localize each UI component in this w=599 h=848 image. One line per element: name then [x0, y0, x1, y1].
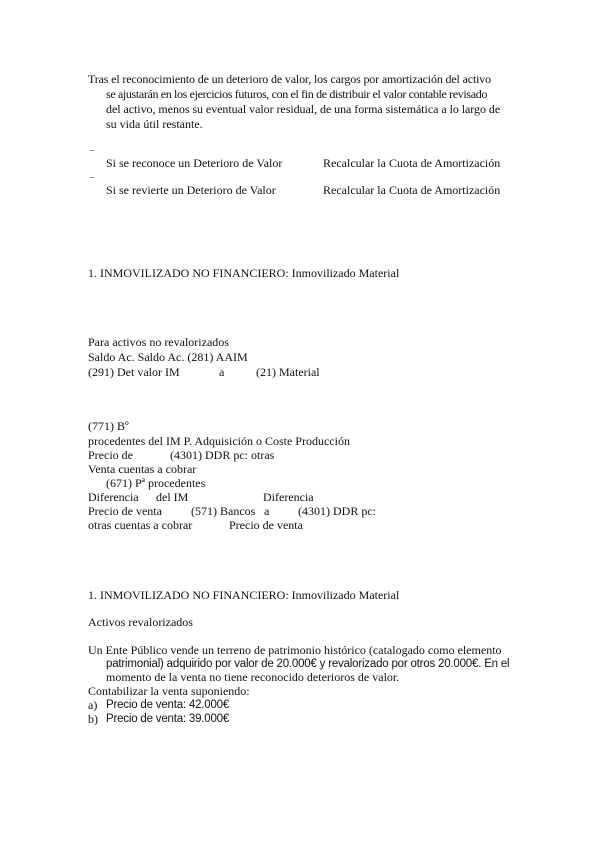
bullet-2-left: Si se revierte un Deterioro de Valor	[106, 183, 276, 197]
no-reval-title: Para activos no revalorizados	[88, 335, 229, 349]
section-2-heading: 1. INMOVILIZADO NO FINANCIERO: Inmovilizado Material	[88, 588, 400, 602]
exercise-line-3: momento de la venta no tiene reconocido deterioros de valor.	[106, 670, 400, 684]
venta-row-6c: Diferencia	[263, 490, 314, 504]
exercise-line-1: Un Ente Público vende un terreno de patrimonio histórico (catalogado como elemento	[88, 643, 502, 657]
no-reval-row-2c: (21) Material	[256, 365, 320, 379]
venta-row-5: (671) Pª procedentes	[106, 476, 206, 490]
bullet-2-right: Recalcular la Cuota de Amortización	[323, 183, 501, 197]
intro-line-3: del activo, menos su eventual valor residual, de una forma sistemática a lo largo de	[106, 102, 501, 116]
bullet-1-right: Recalcular la Cuota de Amortización	[323, 156, 501, 170]
venta-row-2: procedentes del IM P. Adquisición o Coste Producción	[88, 434, 350, 448]
venta-row-8b: Precio de venta	[229, 518, 303, 532]
bullet-1-left: Si se reconoce un Deterioro de Valor	[106, 156, 283, 170]
venta-row-1: (771) Bº	[88, 419, 129, 433]
bullet-2-symbol: ‾	[90, 176, 94, 190]
venta-row-8a: otras cuentas a cobrar	[88, 518, 193, 532]
venta-row-3a: Precio de	[88, 448, 133, 462]
venta-row-7d: (4301) DDR pc:	[298, 504, 376, 518]
venta-row-4: Venta cuentas a cobrar	[88, 462, 197, 476]
intro-line-4: su vida útil restante.	[106, 117, 203, 131]
venta-row-6a: Diferencia	[88, 490, 139, 504]
venta-row-7b: (571) Bancos	[191, 504, 256, 518]
bullet-1-symbol: ‾	[90, 149, 94, 163]
exercise-line-4: Contabilizar la venta suponiendo:	[88, 684, 250, 698]
venta-row-7a: Precio de venta	[88, 504, 162, 518]
intro-line-1: Tras el reconocimiento de un deterioro de valor, los cargos por amortización del activo	[88, 72, 492, 86]
exercise-line-2: patrimonial) adquirido por valor de 20.000€ y revalorizado por otros 20.000€. En el	[106, 658, 510, 670]
option-b-text: Precio de venta: 39.000€	[106, 713, 230, 725]
option-a-text: Precio de venta: 42.000€	[106, 699, 230, 711]
option-b-label: b)	[88, 712, 98, 726]
intro-line-2: se ajustarán en los ejercicios futuros, con el fin de distribuir el valor contable revisado	[106, 87, 488, 101]
venta-row-6b: del IM	[156, 490, 189, 504]
venta-row-3b: (4301) DDR pc: otras	[170, 448, 275, 462]
no-reval-row-1: Saldo Ac. Saldo Ac. (281) AAIM	[88, 350, 248, 364]
venta-row-7c: a	[264, 504, 270, 518]
section-2-subheading: Activos revalorizados	[88, 615, 193, 629]
no-reval-row-2b: a	[219, 365, 225, 379]
section-1-heading: 1. INMOVILIZADO NO FINANCIERO: Inmovilizado Material	[88, 266, 400, 280]
option-a-label: a)	[88, 698, 98, 712]
no-reval-row-2a: (291) Det valor IM	[88, 365, 180, 379]
